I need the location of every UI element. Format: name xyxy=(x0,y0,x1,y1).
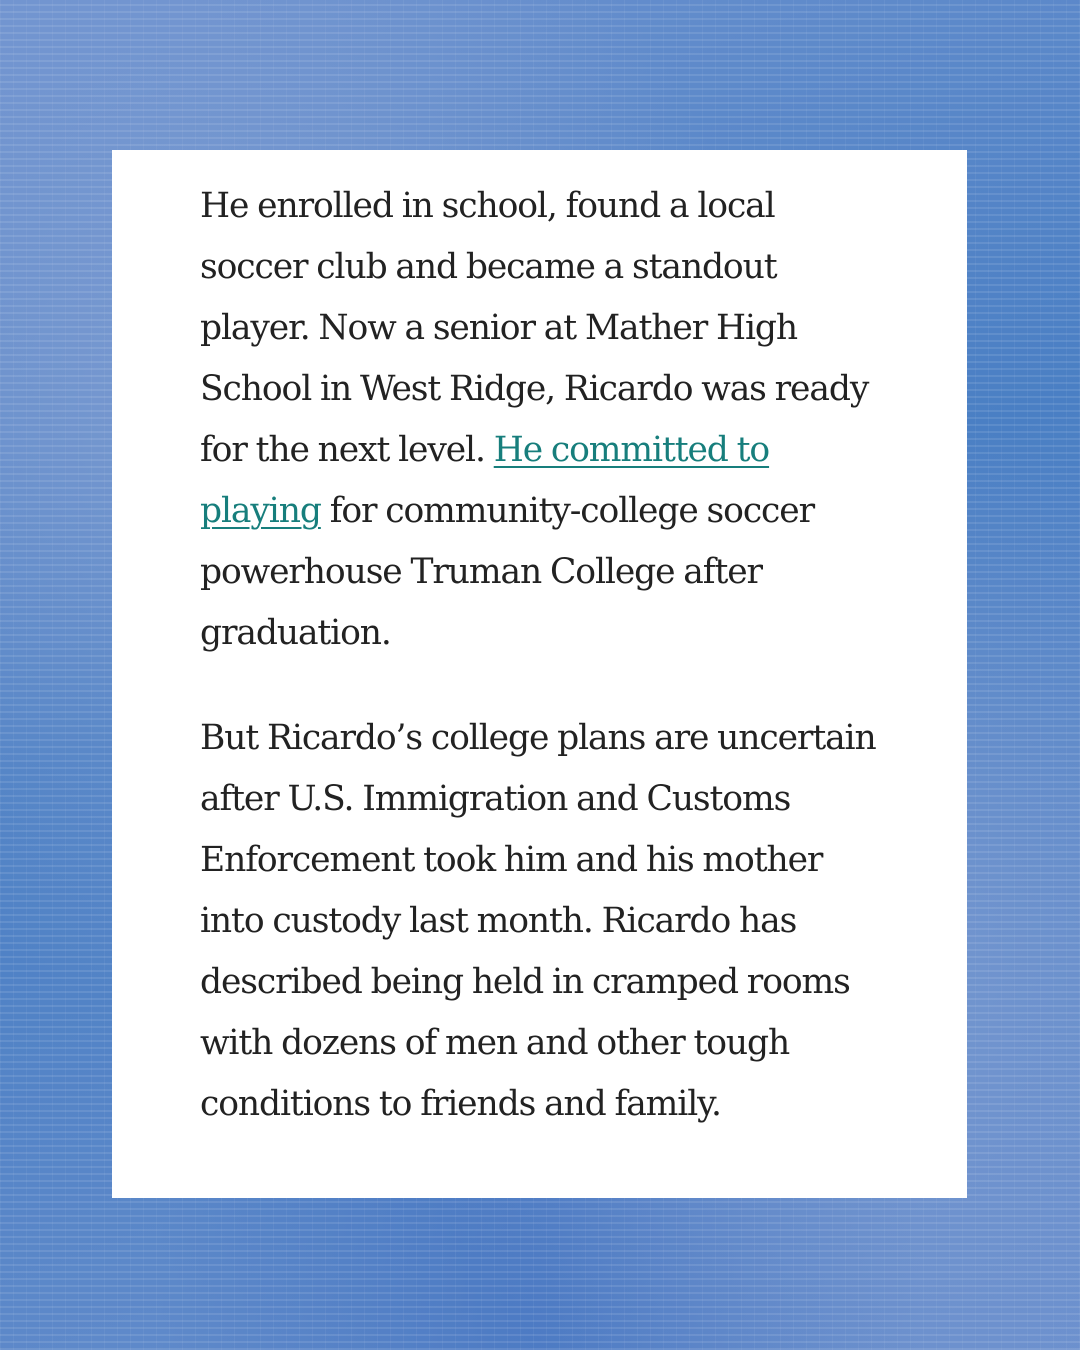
committed-to-playing-link[interactable]: He committed to playing xyxy=(200,430,770,531)
paragraph-1-text-end: for community-college soccer powerhouse Truman College after graduation. xyxy=(200,491,814,653)
paragraph-1-text-start: He enrolled in school, found a local soccer club and became a standout player. Now a senior at Mather High School in West Ridge, Ricardo was ready for the next level. xyxy=(200,186,869,470)
paragraph-2: But Ricardo’s college plans are uncertain after U.S. Immigration and Customs Enforcement took him and his mother into custody last month. Ricardo has described being held in cramped rooms with dozens of men and other tough conditions to friends and family. xyxy=(200,718,876,1124)
article-card xyxy=(112,150,967,1198)
paragraph-1 xyxy=(200,176,887,664)
